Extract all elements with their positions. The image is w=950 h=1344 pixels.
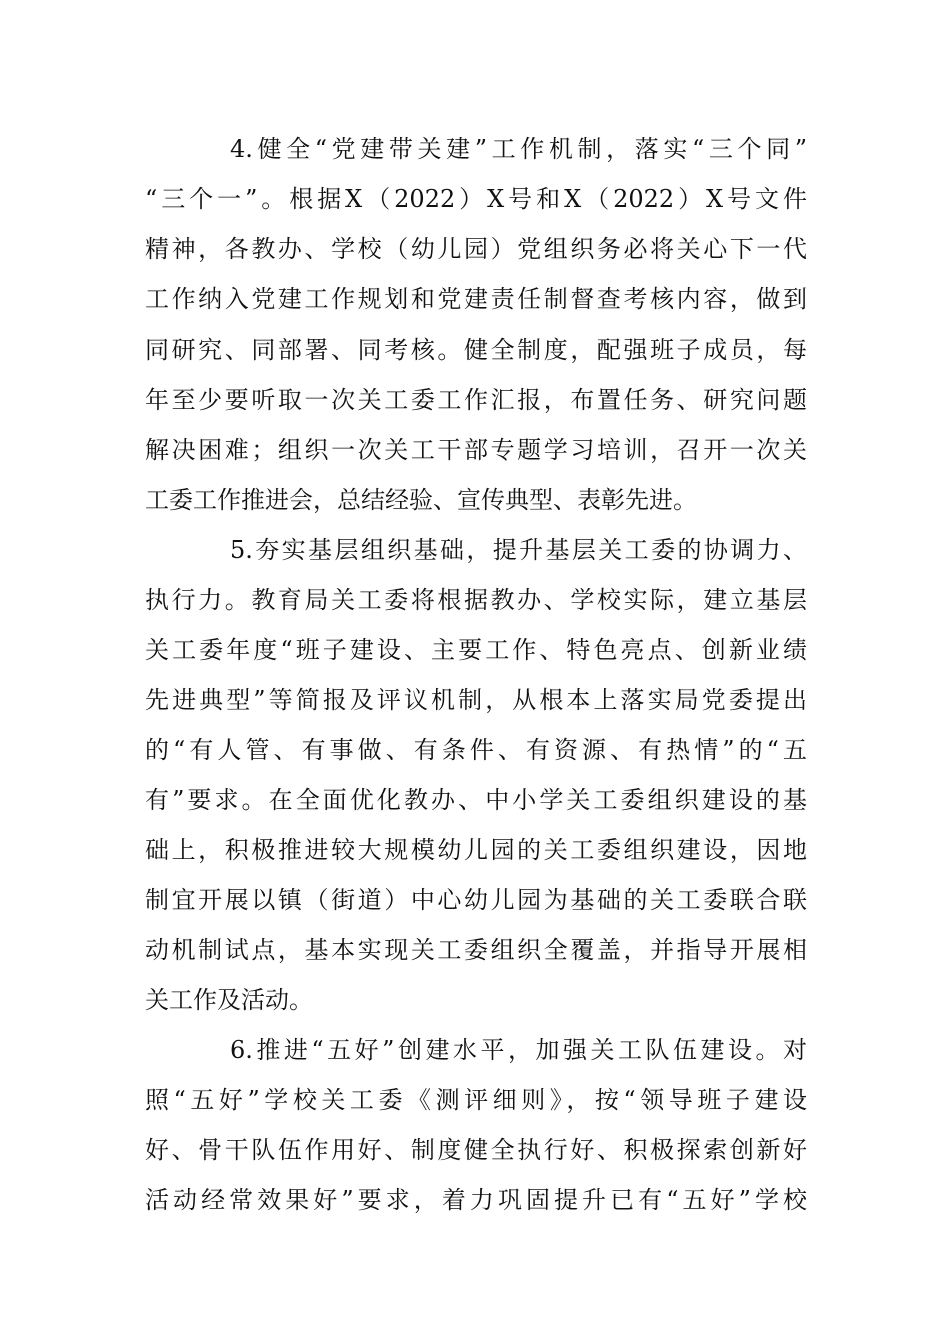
- text-line: 础上，积极推进较大规模幼儿园的关工委组织建设，因地: [145, 836, 807, 864]
- text-line: 的“有人管、有事做、有条件、有资源、有热情”的“五: [145, 736, 807, 764]
- text-line: 照“五好”学校关工委《测评细则》，按“领导班子建设: [145, 1086, 807, 1114]
- text-line: 先进典型”等简报及评议机制，从根本上落实局党委提出: [145, 686, 807, 714]
- text-line: 制宜开展以镇（街道）中心幼儿园为基础的关工委联合联: [145, 886, 807, 914]
- text-line: 关工委年度“班子建设、主要工作、特色亮点、创新业绩: [145, 636, 807, 664]
- text-line: 4.健全“党建带关建”工作机制，落实“三个同”: [230, 135, 807, 163]
- text-line: 工委工作推进会，总结经验、宣传典型、表彰先进。: [145, 486, 697, 514]
- text-line: “三个一”。根据X（2022）X号和X（2022）X号文件: [145, 185, 807, 213]
- text-line: 活动经常效果好”要求，着力巩固提升已有“五好”学校: [145, 1186, 807, 1214]
- text-line: 工作纳入党建工作规划和党建责任制督查考核内容，做到: [145, 285, 807, 313]
- text-line: 5.夯实基层组织基础，提升基层关工委的协调力、: [230, 536, 807, 564]
- text-line: 同研究、同部署、同考核。健全制度，配强班子成员，每: [145, 336, 807, 364]
- text-line: 执行力。教育局关工委将根据教办、学校实际，建立基层: [145, 586, 807, 614]
- text-line: 关工作及活动。: [145, 986, 313, 1014]
- text-line: 动机制试点，基本实现关工委组织全覆盖，并指导开展相: [145, 936, 807, 964]
- text-line: 有”要求。在全面优化教办、中小学关工委组织建设的基: [145, 786, 807, 814]
- text-line: 6.推进“五好”创建水平，加强关工队伍建设。对: [230, 1036, 807, 1064]
- text-line: 精神，各教办、学校（幼儿园）党组织务必将关心下一代: [145, 235, 807, 263]
- text-line: 解决困难；组织一次关工干部专题学习培训，召开一次关: [145, 436, 807, 464]
- text-line: 好、骨干队伍作用好、制度健全执行好、积极探索创新好: [145, 1136, 807, 1164]
- text-line: 年至少要听取一次关工委工作汇报，布置任务、研究问题: [145, 386, 807, 414]
